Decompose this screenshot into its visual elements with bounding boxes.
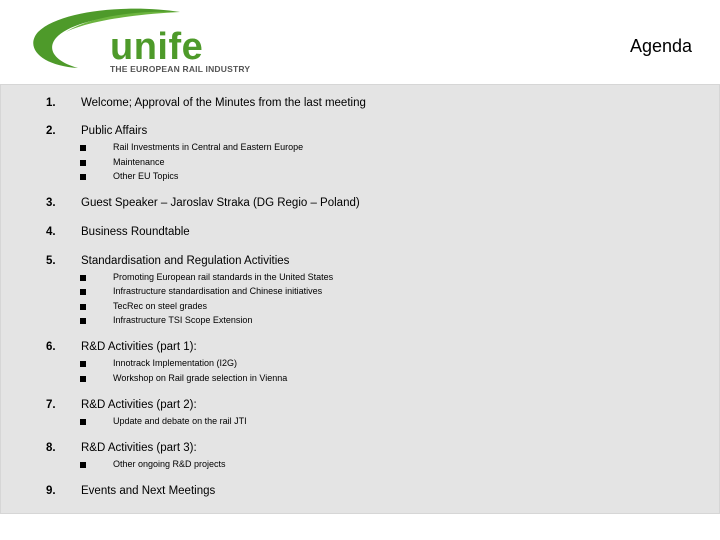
item-title: Business Roundtable [81,226,190,238]
item-title: R&D Activities (part 3): [81,442,197,454]
logo-wordmark: unife [110,26,204,68]
sub-item-text: Innotrack Implementation (I2G) [113,358,238,368]
item-number: 3. [46,197,56,209]
item-title: R&D Activities (part 1): [81,341,197,353]
item-title: R&D Activities (part 2): [81,399,197,411]
sub-item-text: Update and debate on the rail JTI [113,416,247,426]
sub-item-text: TecRec on steel grades [113,301,208,311]
logo-tagline: THE EUROPEAN RAIL INDUSTRY [110,64,251,74]
bullet-icon [80,160,86,166]
bullet-icon [80,419,86,425]
item-title: Events and Next Meetings [81,485,216,497]
sub-item-text: Maintenance [113,157,165,167]
bullet-icon [80,462,86,468]
item-title: Public Affairs [81,125,148,137]
sub-item-text: Promoting European rail standards in the United States [113,272,334,282]
bullet-icon [80,361,86,367]
sub-item-text: Other ongoing R&D projects [113,459,226,469]
bullet-icon [80,145,86,151]
unife-logo [30,6,270,74]
sub-item-text: Rail Investments in Central and Eastern Europe [113,142,304,152]
item-title: Guest Speaker – Jaroslav Straka (DG Regio – Poland) [81,197,360,209]
item-number: 2. [46,125,56,137]
item-number: 1. [46,97,56,109]
bullet-icon [80,289,86,295]
bullet-icon [80,174,86,180]
sub-item-text: Infrastructure TSI Scope Extension [113,315,253,325]
sub-item-text: Other EU Topics [113,171,179,181]
page-title: Agenda [629,36,692,56]
header [0,0,720,84]
sub-item-text: Infrastructure standardisation and Chinese initiatives [113,286,323,296]
item-number: 7. [46,399,56,411]
bullet-icon [80,304,86,310]
bullet-icon [80,318,86,324]
item-number: 9. [46,485,56,497]
bullet-icon [80,275,86,281]
sub-item-text: Workshop on Rail grade selection in Vienna [113,373,288,383]
item-title: Welcome; Approval of the Minutes from the last meeting [81,97,366,109]
item-title: Standardisation and Regulation Activities [81,255,290,267]
item-number: 5. [46,255,56,267]
item-number: 4. [46,226,56,238]
bullet-icon [80,376,86,382]
agenda-panel [0,84,720,514]
item-number: 6. [46,341,56,353]
item-number: 8. [46,442,56,454]
